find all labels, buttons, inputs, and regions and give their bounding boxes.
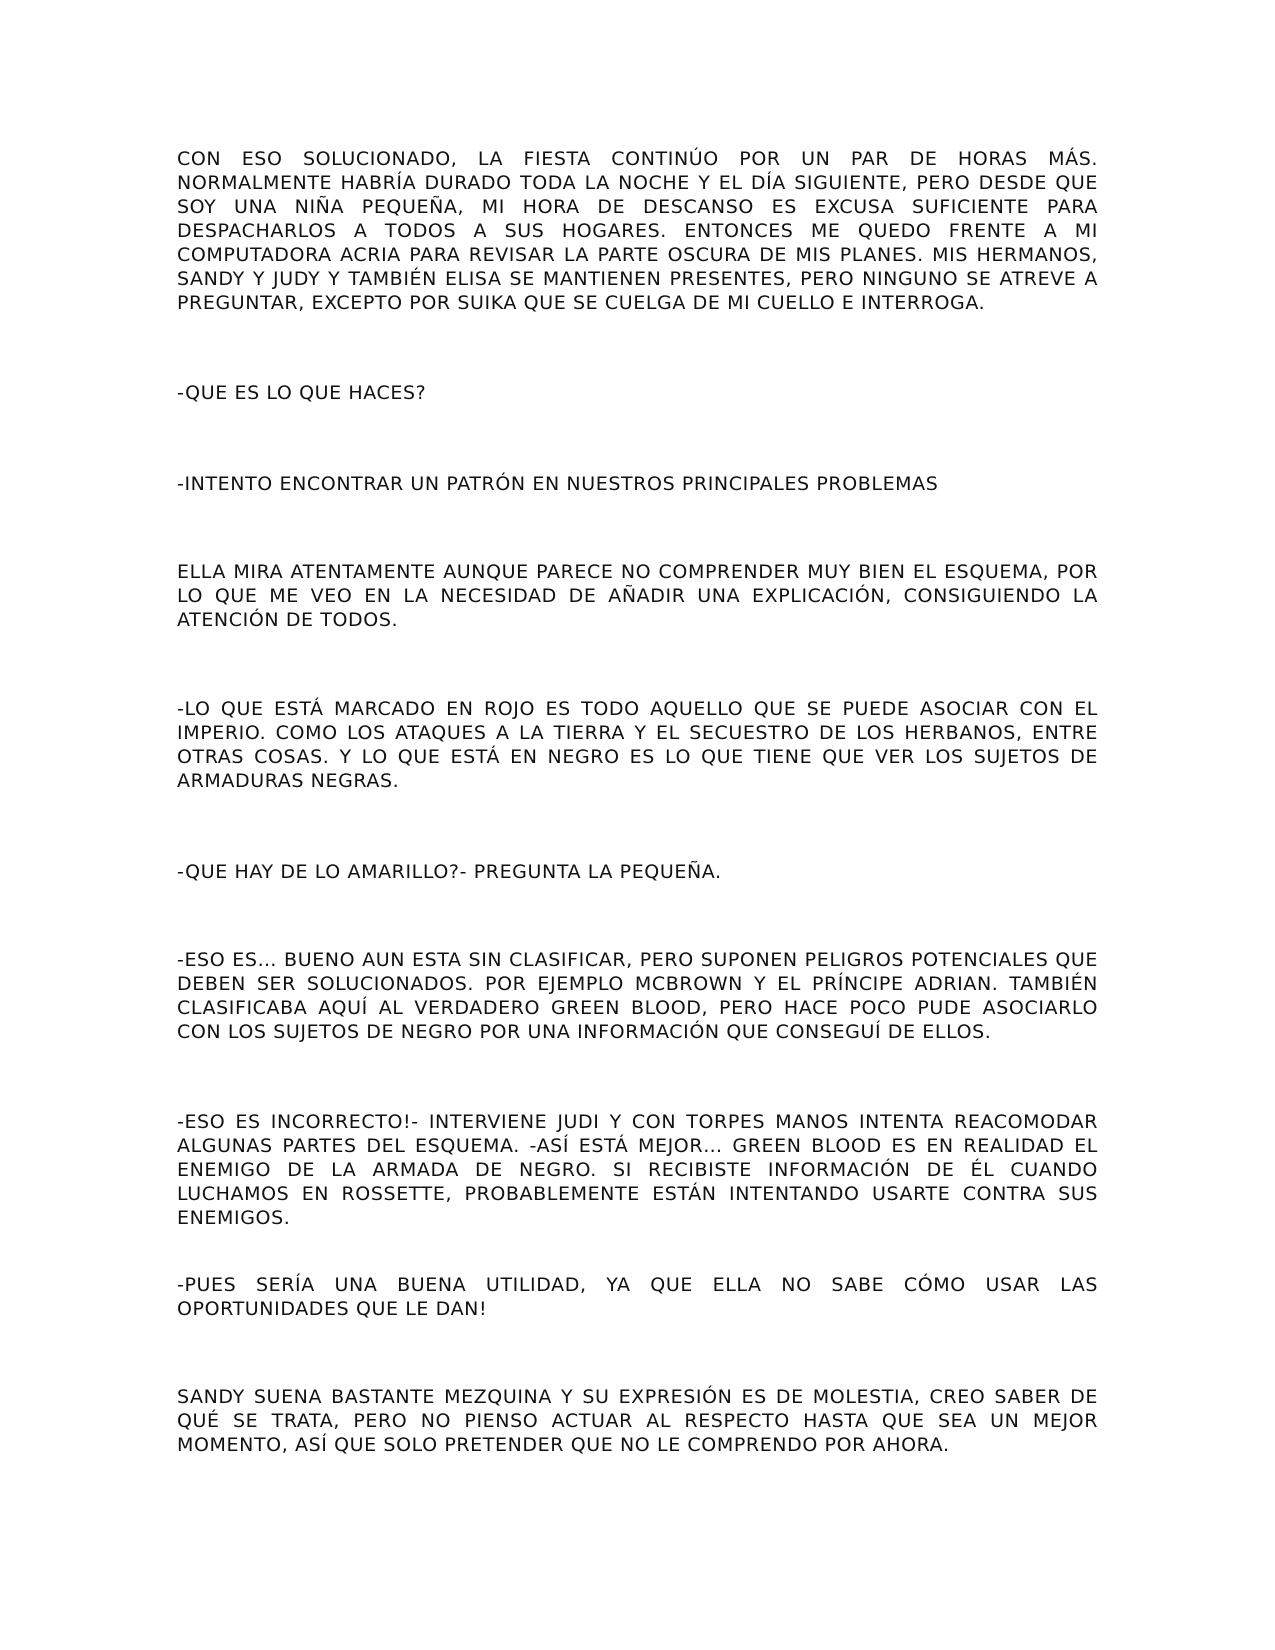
dialogue-line: -QUE HAY DE LO AMARILLO?- PREGUNTA LA PEQUEÑA. <box>177 861 722 883</box>
dialogue-paragraph: -ESO ES… BUENO AUN ESTA SIN CLASIFICAR, PERO SUPONEN PELIGROS POTENCIALES QUE DEBEN SER SOLUCIONADOS. POR EJEMPLO MCBROWN Y EL PRÍNCIPE ADRIAN. TAMBIÉN CLASIFICABA AQUÍ AL VERDADERO GREEN BLOOD, PERO HACE POCO PUDE ASOCIARLO CON LOS SUJETOS DE NEGRO POR UNA INFORMACIÓN QUE CONSEGUÍ DE ELLOS. <box>177 949 1098 1043</box>
narration-paragraph: SANDY SUENA BASTANTE MEZQUINA Y SU EXPRESIÓN ES DE MOLESTIA, CREO SABER DE QUÉ SE TRATA, PERO NO PIENSO ACTUAR AL RESPECTO HASTA QUE SEA UN MEJOR MOMENTO, ASÍ QUE SOLO PRETENDER QUE NO LE COMPRENDO POR AHORA. <box>177 1386 1098 1456</box>
dialogue-paragraph: -ESO ES INCORRECTO!- INTERVIENE JUDI Y CON TORPES MANOS INTENTA REACOMODAR ALGUNAS PARTES DEL ESQUEMA. -ASÍ ESTÁ MEJOR… GREEN BLOOD ES EN REALIDAD EL ENEMIGO DE LA ARMADA DE NEGRO. SI RECIBISTE INFORMACIÓN DE ÉL CUANDO LUCHAMOS EN ROSSETTE, PROBABLEMENTE ESTÁN INTENTANDO USARTE CONTRA SUS ENEMIGOS. <box>177 1111 1098 1229</box>
dialogue-paragraph: -PUES SERÍA UNA BUENA UTILIDAD, YA QUE ELLA NO SABE CÓMO USAR LAS OPORTUNIDADES QUE LE DAN! <box>177 1274 1098 1320</box>
narration-paragraph: ELLA MIRA ATENTAMENTE AUNQUE PARECE NO COMPRENDER MUY BIEN EL ESQUEMA, POR LO QUE ME VEO EN LA NECESIDAD DE AÑADIR UNA EXPLICACIÓN, CONSIGUIENDO LA ATENCIÓN DE TODOS. <box>177 561 1098 631</box>
narration-paragraph: CON ESO SOLUCIONADO, LA FIESTA CONTINÚO POR UN PAR DE HORAS MÁS. NORMALMENTE HABRÍA DURADO TODA LA NOCHE Y EL DÍA SIGUIENTE, PERO DESDE QUE SOY UNA NIÑA PEQUEÑA, MI HORA DE DESCANSO ES EXCUSA SUFICIENTE PARA DESPACHARLOS A TODOS A SUS HOGARES. ENTONCES ME QUEDO FRENTE A MI COMPUTADORA ACRIA PARA REVISAR LA PARTE OSCURA DE MIS PLANES. MIS HERMANOS, SANDY Y JUDY Y TAMBIÉN ELISA SE MANTIENEN PRESENTES, PERO NINGUNO SE ATREVE A PREGUNTAR, EXCEPTO POR SUIKA QUE SE CUELGA DE MI CUELLO E INTERROGA. <box>177 148 1098 314</box>
dialogue-paragraph: -LO QUE ESTÁ MARCADO EN ROJO ES TODO AQUELLO QUE SE PUEDE ASOCIAR CON EL IMPERIO. COMO LOS ATAQUES A LA TIERRA Y EL SECUESTRO DE LOS HERBANOS, ENTRE OTRAS COSAS. Y LO QUE ESTÁ EN NEGRO ES LO QUE TIENE QUE VER LOS SUJETOS DE ARMADURAS NEGRAS. <box>177 698 1098 792</box>
dialogue-line: -QUE ES LO QUE HACES? <box>177 382 427 404</box>
dialogue-line: -INTENTO ENCONTRAR UN PATRÓN EN NUESTROS PRINCIPALES PROBLEMAS <box>177 473 939 495</box>
